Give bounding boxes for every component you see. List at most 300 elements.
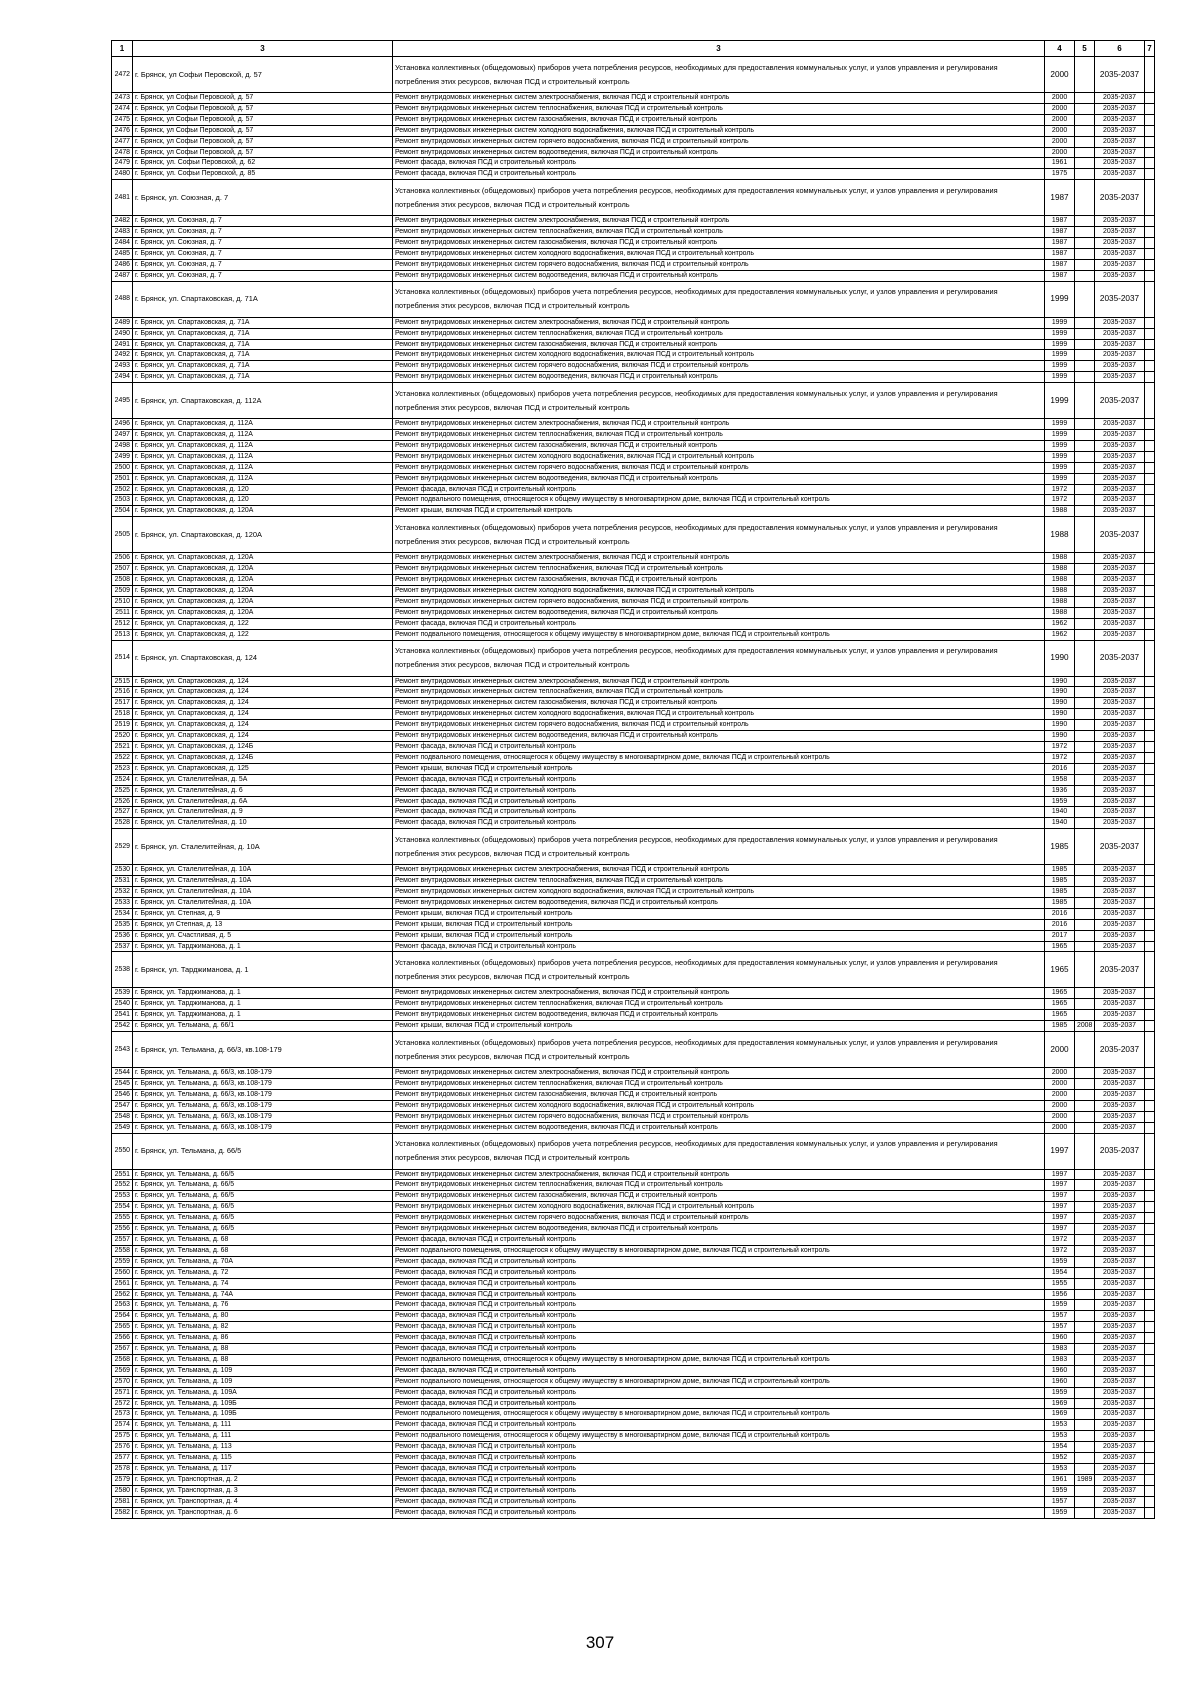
address-cell: г. Брянск, ул. Тельмана, д. 72 [133, 1267, 393, 1278]
build-year-cell: 1985 [1045, 1021, 1075, 1032]
address-cell: г. Брянск, ул. Сталелитейная, д. 9 [133, 807, 393, 818]
planned-period-cell: 2035-2037 [1095, 350, 1145, 361]
planned-period-cell: 2035-2037 [1095, 1224, 1145, 1235]
extra-column-cell [1145, 741, 1155, 752]
work-type-cell: Ремонт внутридомовых инженерных систем электроснабжения, включая ПСД и строительный контроль [393, 216, 1045, 227]
last-repair-year-cell: 2008 [1075, 1021, 1095, 1032]
column-header: 3 [133, 41, 393, 57]
row-number: 2472 [112, 57, 133, 93]
work-type-cell: Ремонт внутридомовых инженерных систем теплоснабжения, включая ПСД и строительный контроль [393, 430, 1045, 441]
table-row [112, 1311, 1155, 1322]
table-row [112, 1344, 1155, 1355]
build-year-cell: 1965 [1045, 1010, 1075, 1021]
table-row [112, 419, 1155, 430]
planned-period-cell: 2035-2037 [1095, 1365, 1145, 1376]
address-cell: г. Брянск, ул. Сталелитейная, д. 10А [133, 829, 393, 865]
address-cell: г. Брянск, ул. Счастливая, д. 5 [133, 930, 393, 941]
planned-period-cell: 2035-2037 [1095, 607, 1145, 618]
address-cell: г. Брянск, ул. Спартаковская, д. 120А [133, 575, 393, 586]
build-year-cell: 1988 [1045, 586, 1075, 597]
table-row [112, 1365, 1155, 1376]
planned-period-cell: 2035-2037 [1095, 1191, 1145, 1202]
planned-period-cell: 2035-2037 [1095, 575, 1145, 586]
address-cell: г. Брянск, ул. Тельмана, д. 86 [133, 1333, 393, 1344]
last-repair-year-cell [1075, 807, 1095, 818]
last-repair-year-cell [1075, 607, 1095, 618]
table-row [112, 1474, 1155, 1485]
build-year-cell: 2000 [1045, 114, 1075, 125]
build-year-cell: 1959 [1045, 796, 1075, 807]
build-year-cell: 2016 [1045, 763, 1075, 774]
planned-period-cell: 2035-2037 [1095, 1180, 1145, 1191]
planned-period-cell: 2035-2037 [1095, 1398, 1145, 1409]
table-row [112, 158, 1155, 169]
last-repair-year-cell [1075, 618, 1095, 629]
build-year-cell: 1962 [1045, 629, 1075, 640]
build-year-cell: 1969 [1045, 1398, 1075, 1409]
planned-period-cell: 2035-2037 [1095, 136, 1145, 147]
extra-column-cell [1145, 1496, 1155, 1507]
planned-period-cell: 2035-2037 [1095, 676, 1145, 687]
address-cell: г. Брянск, ул. Тарджиманова, д. 1 [133, 941, 393, 952]
work-type-cell: Ремонт подвального помещения, относящегося к общему имуществу в многоквартирном доме, включая ПСД и строительный контроль [393, 1376, 1045, 1387]
table-row [112, 281, 1155, 317]
last-repair-year-cell [1075, 1169, 1095, 1180]
table-row [112, 180, 1155, 216]
build-year-cell: 1990 [1045, 731, 1075, 742]
last-repair-year-cell [1075, 248, 1095, 259]
extra-column-cell [1145, 640, 1155, 676]
table-row [112, 596, 1155, 607]
build-year-cell: 1988 [1045, 596, 1075, 607]
last-repair-year-cell [1075, 1376, 1095, 1387]
planned-period-cell: 2035-2037 [1095, 328, 1145, 339]
work-type-cell: Ремонт внутридомовых инженерных систем теплоснабжения, включая ПСД и строительный контроль [393, 103, 1045, 114]
build-year-cell: 1959 [1045, 1387, 1075, 1398]
table-row [112, 339, 1155, 350]
table-row [112, 698, 1155, 709]
planned-period-cell: 2035-2037 [1095, 1213, 1145, 1224]
build-year-cell: 2000 [1045, 93, 1075, 104]
work-type-cell: Ремонт внутридомовых инженерных систем теплоснабжения, включая ПСД и строительный контроль [393, 1180, 1045, 1191]
extra-column-cell [1145, 114, 1155, 125]
planned-period-cell: 2035-2037 [1095, 1387, 1145, 1398]
extra-column-cell [1145, 1256, 1155, 1267]
work-type-cell: Ремонт внутридомовых инженерных систем горячего водоснабжения, включая ПСД и строительный контроль [393, 361, 1045, 372]
table-row [112, 248, 1155, 259]
row-number: 2528 [112, 818, 133, 829]
last-repair-year-cell [1075, 451, 1095, 462]
planned-period-cell: 2035-2037 [1095, 930, 1145, 941]
address-cell: г. Брянск, ул. Тельмана, д. 66/5 [133, 1169, 393, 1180]
last-repair-year-cell [1075, 1453, 1095, 1464]
table-body [112, 57, 1155, 1519]
planned-period-cell: 2035-2037 [1095, 506, 1145, 517]
extra-column-cell [1145, 248, 1155, 259]
work-type-cell: Ремонт внутридомовых инженерных систем горячего водоснабжения, включая ПСД и строительный контроль [393, 1213, 1045, 1224]
address-cell: г. Брянск, ул. Спартаковская, д. 71А [133, 328, 393, 339]
row-number: 2560 [112, 1267, 133, 1278]
extra-column-cell [1145, 1191, 1155, 1202]
table-row [112, 114, 1155, 125]
extra-column-cell [1145, 350, 1155, 361]
table-row [112, 865, 1155, 876]
table-row [112, 451, 1155, 462]
planned-period-cell: 2035-2037 [1095, 752, 1145, 763]
extra-column-cell [1145, 676, 1155, 687]
table-row [112, 575, 1155, 586]
address-cell: г. Брянск, ул. Тельмана, д. 68 [133, 1234, 393, 1245]
extra-column-cell [1145, 1202, 1155, 1213]
extra-column-cell [1145, 1010, 1155, 1021]
work-type-cell: Ремонт внутридомовых инженерных систем горячего водоснабжения, включая ПСД и строительный контроль [393, 596, 1045, 607]
address-cell: г. Брянск, ул. Тарджиманова, д. 1 [133, 999, 393, 1010]
work-type-cell: Установка коллективных (общедомовых) приборов учета потребления ресурсов, необходимых для предоставления коммунальных услуг, и узлов управления и регулирования потребления этих ресурсов, включая ПСД и строительный контроль [393, 1032, 1045, 1068]
row-number: 2519 [112, 720, 133, 731]
work-type-cell: Ремонт подвального помещения, относящегося к общему имуществу в многоквартирном доме, включая ПСД и строительный контроль [393, 1354, 1045, 1365]
build-year-cell: 1988 [1045, 564, 1075, 575]
table-row [112, 1507, 1155, 1518]
row-number: 2545 [112, 1079, 133, 1090]
build-year-cell: 1997 [1045, 1202, 1075, 1213]
extra-column-cell [1145, 451, 1155, 462]
extra-column-cell [1145, 1322, 1155, 1333]
planned-period-cell: 2035-2037 [1095, 1068, 1145, 1079]
table-row [112, 553, 1155, 564]
row-number: 2571 [112, 1387, 133, 1398]
last-repair-year-cell [1075, 1068, 1095, 1079]
address-cell: г. Брянск, ул Софьи Перовской, д. 57 [133, 114, 393, 125]
build-year-cell: 2000 [1045, 1079, 1075, 1090]
work-type-cell: Ремонт фасада, включая ПСД и строительный контроль [393, 1496, 1045, 1507]
table-row [112, 473, 1155, 484]
extra-column-cell [1145, 270, 1155, 281]
work-type-cell: Ремонт внутридомовых инженерных систем теплоснабжения, включая ПСД и строительный контроль [393, 227, 1045, 238]
table-row [112, 1068, 1155, 1079]
work-type-cell: Ремонт фасада, включая ПСД и строительный контроль [393, 158, 1045, 169]
address-cell: г. Брянск, ул. Тельмана, д. 66/3, кв.108-179 [133, 1068, 393, 1079]
extra-column-cell [1145, 361, 1155, 372]
table-row [112, 1267, 1155, 1278]
extra-column-cell [1145, 180, 1155, 216]
extra-column-cell [1145, 430, 1155, 441]
planned-period-cell: 2035-2037 [1095, 785, 1145, 796]
build-year-cell: 1985 [1045, 865, 1075, 876]
extra-column-cell [1145, 440, 1155, 451]
work-type-cell: Ремонт внутридомовых инженерных систем горячего водоснабжения, включая ПСД и строительный контроль [393, 259, 1045, 270]
row-number: 2574 [112, 1420, 133, 1431]
address-cell: г. Брянск, ул. Тельмана, д. 68 [133, 1245, 393, 1256]
build-year-cell: 1999 [1045, 281, 1075, 317]
address-cell: г. Брянск, ул. Тельмана, д. 111 [133, 1420, 393, 1431]
table-row [112, 640, 1155, 676]
planned-period-cell: 2035-2037 [1095, 1079, 1145, 1090]
work-type-cell: Ремонт внутридомовых инженерных систем газоснабжения, включая ПСД и строительный контроль [393, 114, 1045, 125]
address-cell: г. Брянск, ул. Тельмана, д. 66/3, кв.108-179 [133, 1079, 393, 1090]
last-repair-year-cell [1075, 999, 1095, 1010]
row-number: 2507 [112, 564, 133, 575]
planned-period-cell: 2035-2037 [1095, 1169, 1145, 1180]
table-row [112, 908, 1155, 919]
row-number: 2522 [112, 752, 133, 763]
planned-period-cell: 2035-2037 [1095, 731, 1145, 742]
table-row [112, 1420, 1155, 1431]
build-year-cell: 1959 [1045, 1507, 1075, 1518]
build-year-cell: 1999 [1045, 451, 1075, 462]
last-repair-year-cell [1075, 270, 1095, 281]
row-number: 2485 [112, 248, 133, 259]
row-number: 2582 [112, 1507, 133, 1518]
last-repair-year-cell [1075, 774, 1095, 785]
extra-column-cell [1145, 1169, 1155, 1180]
last-repair-year-cell [1075, 1089, 1095, 1100]
table-row [112, 887, 1155, 898]
table-row [112, 216, 1155, 227]
table-row [112, 607, 1155, 618]
work-type-cell: Ремонт фасада, включая ПСД и строительный контроль [393, 1278, 1045, 1289]
build-year-cell: 1999 [1045, 462, 1075, 473]
build-year-cell: 1969 [1045, 1409, 1075, 1420]
address-cell: г. Брянск, ул. Тельмана, д. 109 [133, 1376, 393, 1387]
address-cell: г. Брянск, ул. Сталелитейная, д. 5А [133, 774, 393, 785]
extra-column-cell [1145, 57, 1155, 93]
work-type-cell: Ремонт внутридомовых инженерных систем горячего водоснабжения, включая ПСД и строительный контроль [393, 136, 1045, 147]
build-year-cell: 1953 [1045, 1431, 1075, 1442]
address-cell: г. Брянск, ул. Спартаковская, д. 120А [133, 564, 393, 575]
extra-column-cell [1145, 281, 1155, 317]
last-repair-year-cell [1075, 328, 1095, 339]
build-year-cell: 1988 [1045, 575, 1075, 586]
last-repair-year-cell [1075, 575, 1095, 586]
address-cell: г. Брянск, ул. Спартаковская, д. 124 [133, 720, 393, 731]
row-number: 2501 [112, 473, 133, 484]
extra-column-cell [1145, 1180, 1155, 1191]
extra-column-cell [1145, 1354, 1155, 1365]
planned-period-cell: 2035-2037 [1095, 596, 1145, 607]
planned-period-cell: 2035-2037 [1095, 114, 1145, 125]
extra-column-cell [1145, 1398, 1155, 1409]
work-type-cell: Ремонт фасада, включая ПСД и строительный контроль [393, 1333, 1045, 1344]
build-year-cell: 1962 [1045, 618, 1075, 629]
build-year-cell: 1955 [1045, 1278, 1075, 1289]
extra-column-cell [1145, 1409, 1155, 1420]
planned-period-cell: 2035-2037 [1095, 709, 1145, 720]
extra-column-cell [1145, 1278, 1155, 1289]
last-repair-year-cell [1075, 383, 1095, 419]
address-cell: г. Брянск, ул. Тельмана, д. 66/5 [133, 1202, 393, 1213]
work-type-cell: Ремонт крыши, включая ПСД и строительный контроль [393, 908, 1045, 919]
last-repair-year-cell [1075, 158, 1095, 169]
address-cell: г. Брянск, ул. Тельмана, д. 88 [133, 1344, 393, 1355]
extra-column-cell [1145, 1267, 1155, 1278]
repair-schedule-table [111, 40, 1155, 1519]
address-cell: г. Брянск, ул. Транспортная, д. 6 [133, 1507, 393, 1518]
extra-column-cell [1145, 687, 1155, 698]
table-row [112, 1333, 1155, 1344]
row-number: 2490 [112, 328, 133, 339]
last-repair-year-cell [1075, 1289, 1095, 1300]
address-cell: г. Брянск, ул. Спартаковская, д. 71А [133, 281, 393, 317]
work-type-cell: Ремонт фасада, включая ПСД и строительный контроль [393, 484, 1045, 495]
build-year-cell: 1959 [1045, 1485, 1075, 1496]
last-repair-year-cell [1075, 57, 1095, 93]
row-number: 2569 [112, 1365, 133, 1376]
extra-column-cell [1145, 158, 1155, 169]
work-type-cell: Ремонт внутридомовых инженерных систем водоотведения, включая ПСД и строительный контроль [393, 897, 1045, 908]
build-year-cell: 1999 [1045, 473, 1075, 484]
row-number: 2554 [112, 1202, 133, 1213]
extra-column-cell [1145, 216, 1155, 227]
build-year-cell: 1959 [1045, 1300, 1075, 1311]
planned-period-cell: 2035-2037 [1095, 586, 1145, 597]
build-year-cell: 1987 [1045, 270, 1075, 281]
table-row [112, 988, 1155, 999]
last-repair-year-cell [1075, 350, 1095, 361]
last-repair-year-cell [1075, 988, 1095, 999]
last-repair-year-cell [1075, 238, 1095, 249]
last-repair-year-cell [1075, 785, 1095, 796]
extra-column-cell [1145, 1474, 1155, 1485]
work-type-cell: Ремонт внутридомовых инженерных систем водоотведения, включая ПСД и строительный контроль [393, 607, 1045, 618]
last-repair-year-cell [1075, 1496, 1095, 1507]
address-cell: г. Брянск, ул. Спартаковская, д. 120А [133, 586, 393, 597]
build-year-cell: 2000 [1045, 57, 1075, 93]
address-cell: г. Брянск, ул. Тельмана, д. 109Б [133, 1409, 393, 1420]
row-number: 2517 [112, 698, 133, 709]
address-cell: г. Брянск, ул Софьи Перовской, д. 57 [133, 93, 393, 104]
build-year-cell: 1936 [1045, 785, 1075, 796]
row-number: 2532 [112, 887, 133, 898]
table-row [112, 1133, 1155, 1169]
last-repair-year-cell [1075, 180, 1095, 216]
extra-column-cell [1145, 1344, 1155, 1355]
address-cell: г. Брянск, ул. Сталелитейная, д. 6 [133, 785, 393, 796]
table-row [112, 709, 1155, 720]
extra-column-cell [1145, 618, 1155, 629]
address-cell: г. Брянск, ул. Спартаковская, д. 124 [133, 709, 393, 720]
planned-period-cell: 2035-2037 [1095, 1122, 1145, 1133]
planned-period-cell: 2035-2037 [1095, 1376, 1145, 1387]
extra-column-cell [1145, 1365, 1155, 1376]
extra-column-cell [1145, 1079, 1155, 1090]
row-number: 2493 [112, 361, 133, 372]
table-row [112, 774, 1155, 785]
planned-period-cell: 2035-2037 [1095, 818, 1145, 829]
row-number: 2570 [112, 1376, 133, 1387]
work-type-cell: Ремонт фасада, включая ПСД и строительный контроль [393, 1453, 1045, 1464]
address-cell: г. Брянск, ул. Спартаковская, д. 112А [133, 462, 393, 473]
planned-period-cell: 2035-2037 [1095, 887, 1145, 898]
row-number: 2568 [112, 1354, 133, 1365]
address-cell: г. Брянск, ул. Тельмана, д. 113 [133, 1442, 393, 1453]
address-cell: г. Брянск, ул. Тельмана, д. 111 [133, 1431, 393, 1442]
last-repair-year-cell [1075, 1191, 1095, 1202]
last-repair-year-cell [1075, 941, 1095, 952]
build-year-cell: 1972 [1045, 741, 1075, 752]
address-cell: г. Брянск, ул. Сталелитейная, д. 10А [133, 887, 393, 898]
address-cell: г. Брянск, ул. Тельмана, д. 66/5 [133, 1133, 393, 1169]
row-number: 2534 [112, 908, 133, 919]
work-type-cell: Ремонт фасада, включая ПСД и строительный контроль [393, 1311, 1045, 1322]
row-number: 2548 [112, 1111, 133, 1122]
work-type-cell: Ремонт крыши, включая ПСД и строительный контроль [393, 1021, 1045, 1032]
last-repair-year-cell [1075, 796, 1095, 807]
table-row [112, 720, 1155, 731]
extra-column-cell [1145, 952, 1155, 988]
row-number: 2480 [112, 169, 133, 180]
row-number: 2518 [112, 709, 133, 720]
table-row [112, 1169, 1155, 1180]
extra-column-cell [1145, 147, 1155, 158]
build-year-cell: 1988 [1045, 517, 1075, 553]
table-row [112, 1191, 1155, 1202]
extra-column-cell [1145, 887, 1155, 898]
last-repair-year-cell [1075, 216, 1095, 227]
table-row [112, 1089, 1155, 1100]
table-row [112, 752, 1155, 763]
address-cell: г. Брянск, ул. Тарджиманова, д. 1 [133, 988, 393, 999]
extra-column-cell [1145, 575, 1155, 586]
address-cell: г. Брянск, ул Софьи Перовской, д. 57 [133, 103, 393, 114]
extra-column-cell [1145, 517, 1155, 553]
work-type-cell: Ремонт внутридомовых инженерных систем водоотведения, включая ПСД и строительный контроль [393, 1224, 1045, 1235]
build-year-cell: 1997 [1045, 1191, 1075, 1202]
build-year-cell: 1965 [1045, 999, 1075, 1010]
planned-period-cell: 2035-2037 [1095, 1453, 1145, 1464]
planned-period-cell: 2035-2037 [1095, 430, 1145, 441]
address-cell: г. Брянск, ул. Спартаковская, д. 71А [133, 372, 393, 383]
table-row [112, 103, 1155, 114]
work-type-cell: Ремонт внутридомовых инженерных систем электроснабжения, включая ПСД и строительный контроль [393, 419, 1045, 430]
work-type-cell: Ремонт внутридомовых инженерных систем водоотведения, включая ПСД и строительный контроль [393, 731, 1045, 742]
last-repair-year-cell [1075, 752, 1095, 763]
last-repair-year-cell [1075, 1409, 1095, 1420]
row-number: 2513 [112, 629, 133, 640]
planned-period-cell: 2035-2037 [1095, 1431, 1145, 1442]
extra-column-cell [1145, 1111, 1155, 1122]
address-cell: г. Брянск, ул. Спартаковская, д. 120А [133, 506, 393, 517]
build-year-cell: 1960 [1045, 1365, 1075, 1376]
build-year-cell: 1988 [1045, 607, 1075, 618]
address-cell: г. Брянск, ул. Тельмана, д. 76 [133, 1300, 393, 1311]
planned-period-cell: 2035-2037 [1095, 774, 1145, 785]
row-number: 2543 [112, 1032, 133, 1068]
planned-period-cell: 2035-2037 [1095, 227, 1145, 238]
row-number: 2562 [112, 1289, 133, 1300]
last-repair-year-cell [1075, 1111, 1095, 1122]
work-type-cell: Ремонт внутридомовых инженерных систем газоснабжения, включая ПСД и строительный контроль [393, 440, 1045, 451]
table-row [112, 1431, 1155, 1442]
build-year-cell: 1999 [1045, 361, 1075, 372]
build-year-cell: 1999 [1045, 419, 1075, 430]
extra-column-cell [1145, 586, 1155, 597]
table-row [112, 270, 1155, 281]
last-repair-year-cell [1075, 1354, 1095, 1365]
work-type-cell: Ремонт фасада, включая ПСД и строительный контроль [393, 1485, 1045, 1496]
row-number: 2495 [112, 383, 133, 419]
address-cell: г. Брянск, ул. Транспортная, д. 4 [133, 1496, 393, 1507]
planned-period-cell: 2035-2037 [1095, 1010, 1145, 1021]
extra-column-cell [1145, 136, 1155, 147]
build-year-cell: 1987 [1045, 180, 1075, 216]
row-number: 2567 [112, 1344, 133, 1355]
build-year-cell: 1987 [1045, 248, 1075, 259]
last-repair-year-cell: 1989 [1075, 1474, 1095, 1485]
table-row [112, 1453, 1155, 1464]
extra-column-cell [1145, 317, 1155, 328]
table-row [112, 1464, 1155, 1475]
last-repair-year-cell [1075, 1213, 1095, 1224]
